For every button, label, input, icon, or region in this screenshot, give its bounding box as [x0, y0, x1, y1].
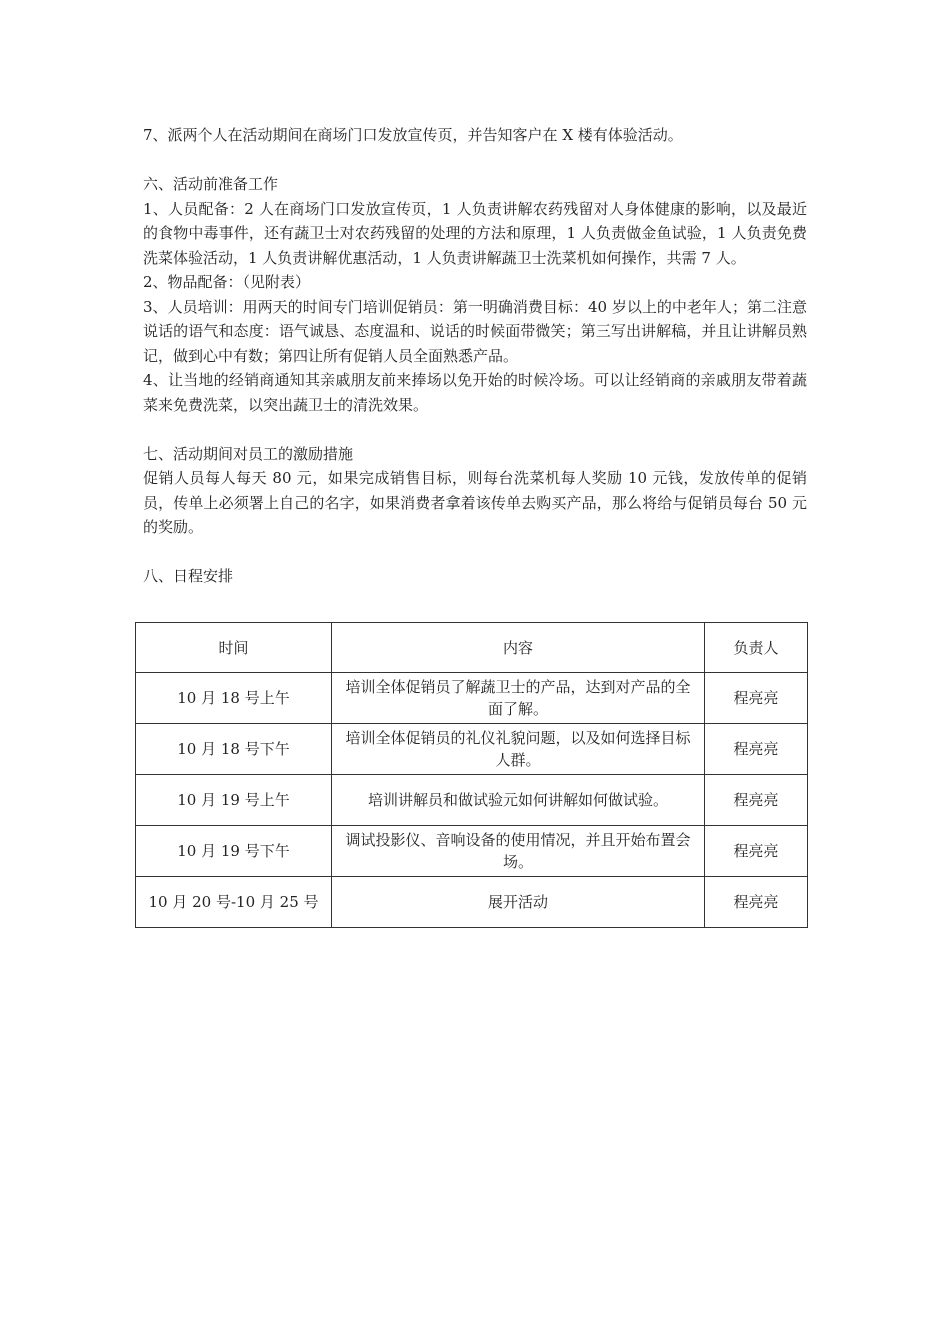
table-row [136, 826, 808, 877]
cell-content: 培训全体促销员了解蔬卫士的产品，达到对产品的全面了解。 [332, 673, 705, 724]
header-content: 内容 [332, 623, 705, 673]
table-row [136, 673, 808, 724]
section-8-heading: 八、日程安排 [143, 567, 234, 585]
section-6-item-1: 1、人员配备：2 人在商场门口发放宣传页，1 人负责讲解农药残留对人身体健康的影响，以及最近的食物中毒事件，还有蔬卫士对农药残留的处理的方法和原理，1 人负责做金鱼试验，1 人负责免费洗菜体验活动，1 人负责讲解优惠活动，1 人负责讲解蔬卫士洗菜机如何操作，共需 7 人。 [143, 199, 807, 267]
section-6-item-2: 2、物品配备：（见附表） [143, 273, 311, 291]
cell-content: 培训讲解员和做试验元如何讲解如何做试验。 [332, 775, 705, 826]
table-row [136, 724, 808, 775]
section-7-body: 促销人员每人每天 80 元，如果完成销售目标，则每台洗菜机每人奖励 10 元钱，发放传单的促销员，传单上必须署上自己的名字，如果消费者拿着该传单去购买产品，那么将给与促销员每台 50 元的奖励。 [143, 469, 807, 536]
cell-time: 10 月 20 号-10 月 25 号 [136, 877, 332, 928]
cell-time: 10 月 19 号上午 [136, 775, 332, 826]
table-header-row [136, 623, 808, 673]
header-time: 时间 [136, 623, 332, 673]
cell-person: 程亮亮 [705, 826, 808, 877]
section-6-item-3: 3、人员培训：用两天的时间专门培训促销员：第一明确消费目标：40 岁以上的中老年人；第二注意说话的语气和态度：语气诚恳、态度温和、说话的时候面带微笑；第三写出讲解稿，并且让讲解员熟记，做到心中有数；第四让所有促销人员全面熟悉产品。 [143, 297, 807, 365]
spacer [143, 540, 807, 565]
section-6-heading: 六、活动前准备工作 [143, 175, 279, 193]
document-body [143, 123, 807, 589]
spacer [143, 417, 807, 442]
cell-person: 程亮亮 [705, 673, 808, 724]
cell-content: 培训全体促销员的礼仪礼貌问题，以及如何选择目标人群。 [332, 724, 705, 775]
spacer [143, 148, 807, 173]
schedule-table [135, 622, 808, 928]
table-row [136, 877, 808, 928]
cell-time: 10 月 18 号上午 [136, 673, 332, 724]
cell-content: 展开活动 [332, 877, 705, 928]
cell-person: 程亮亮 [705, 775, 808, 826]
header-person: 负责人 [705, 623, 808, 673]
cell-content: 调试投影仪、音响设备的使用情况，并且开始布置会场。 [332, 826, 705, 877]
section-6-item-4: 4、让当地的经销商通知其亲戚朋友前来捧场以免开始的时候冷场。可以让经销商的亲戚朋友带着蔬菜来免费洗菜，以突出蔬卫士的清洗效果。 [143, 371, 807, 414]
cell-time: 10 月 18 号下午 [136, 724, 332, 775]
cell-person: 程亮亮 [705, 877, 808, 928]
section-7-heading: 七、活动期间对员工的激励措施 [143, 444, 354, 463]
cell-time: 10 月 19 号下午 [136, 826, 332, 877]
table-row [136, 775, 808, 826]
cell-person: 程亮亮 [705, 724, 808, 775]
item-7-paragraph: 7、派两个人在活动期间在商场门口发放宣传页，并告知客户在 X 楼有体验活动。 [143, 126, 683, 144]
